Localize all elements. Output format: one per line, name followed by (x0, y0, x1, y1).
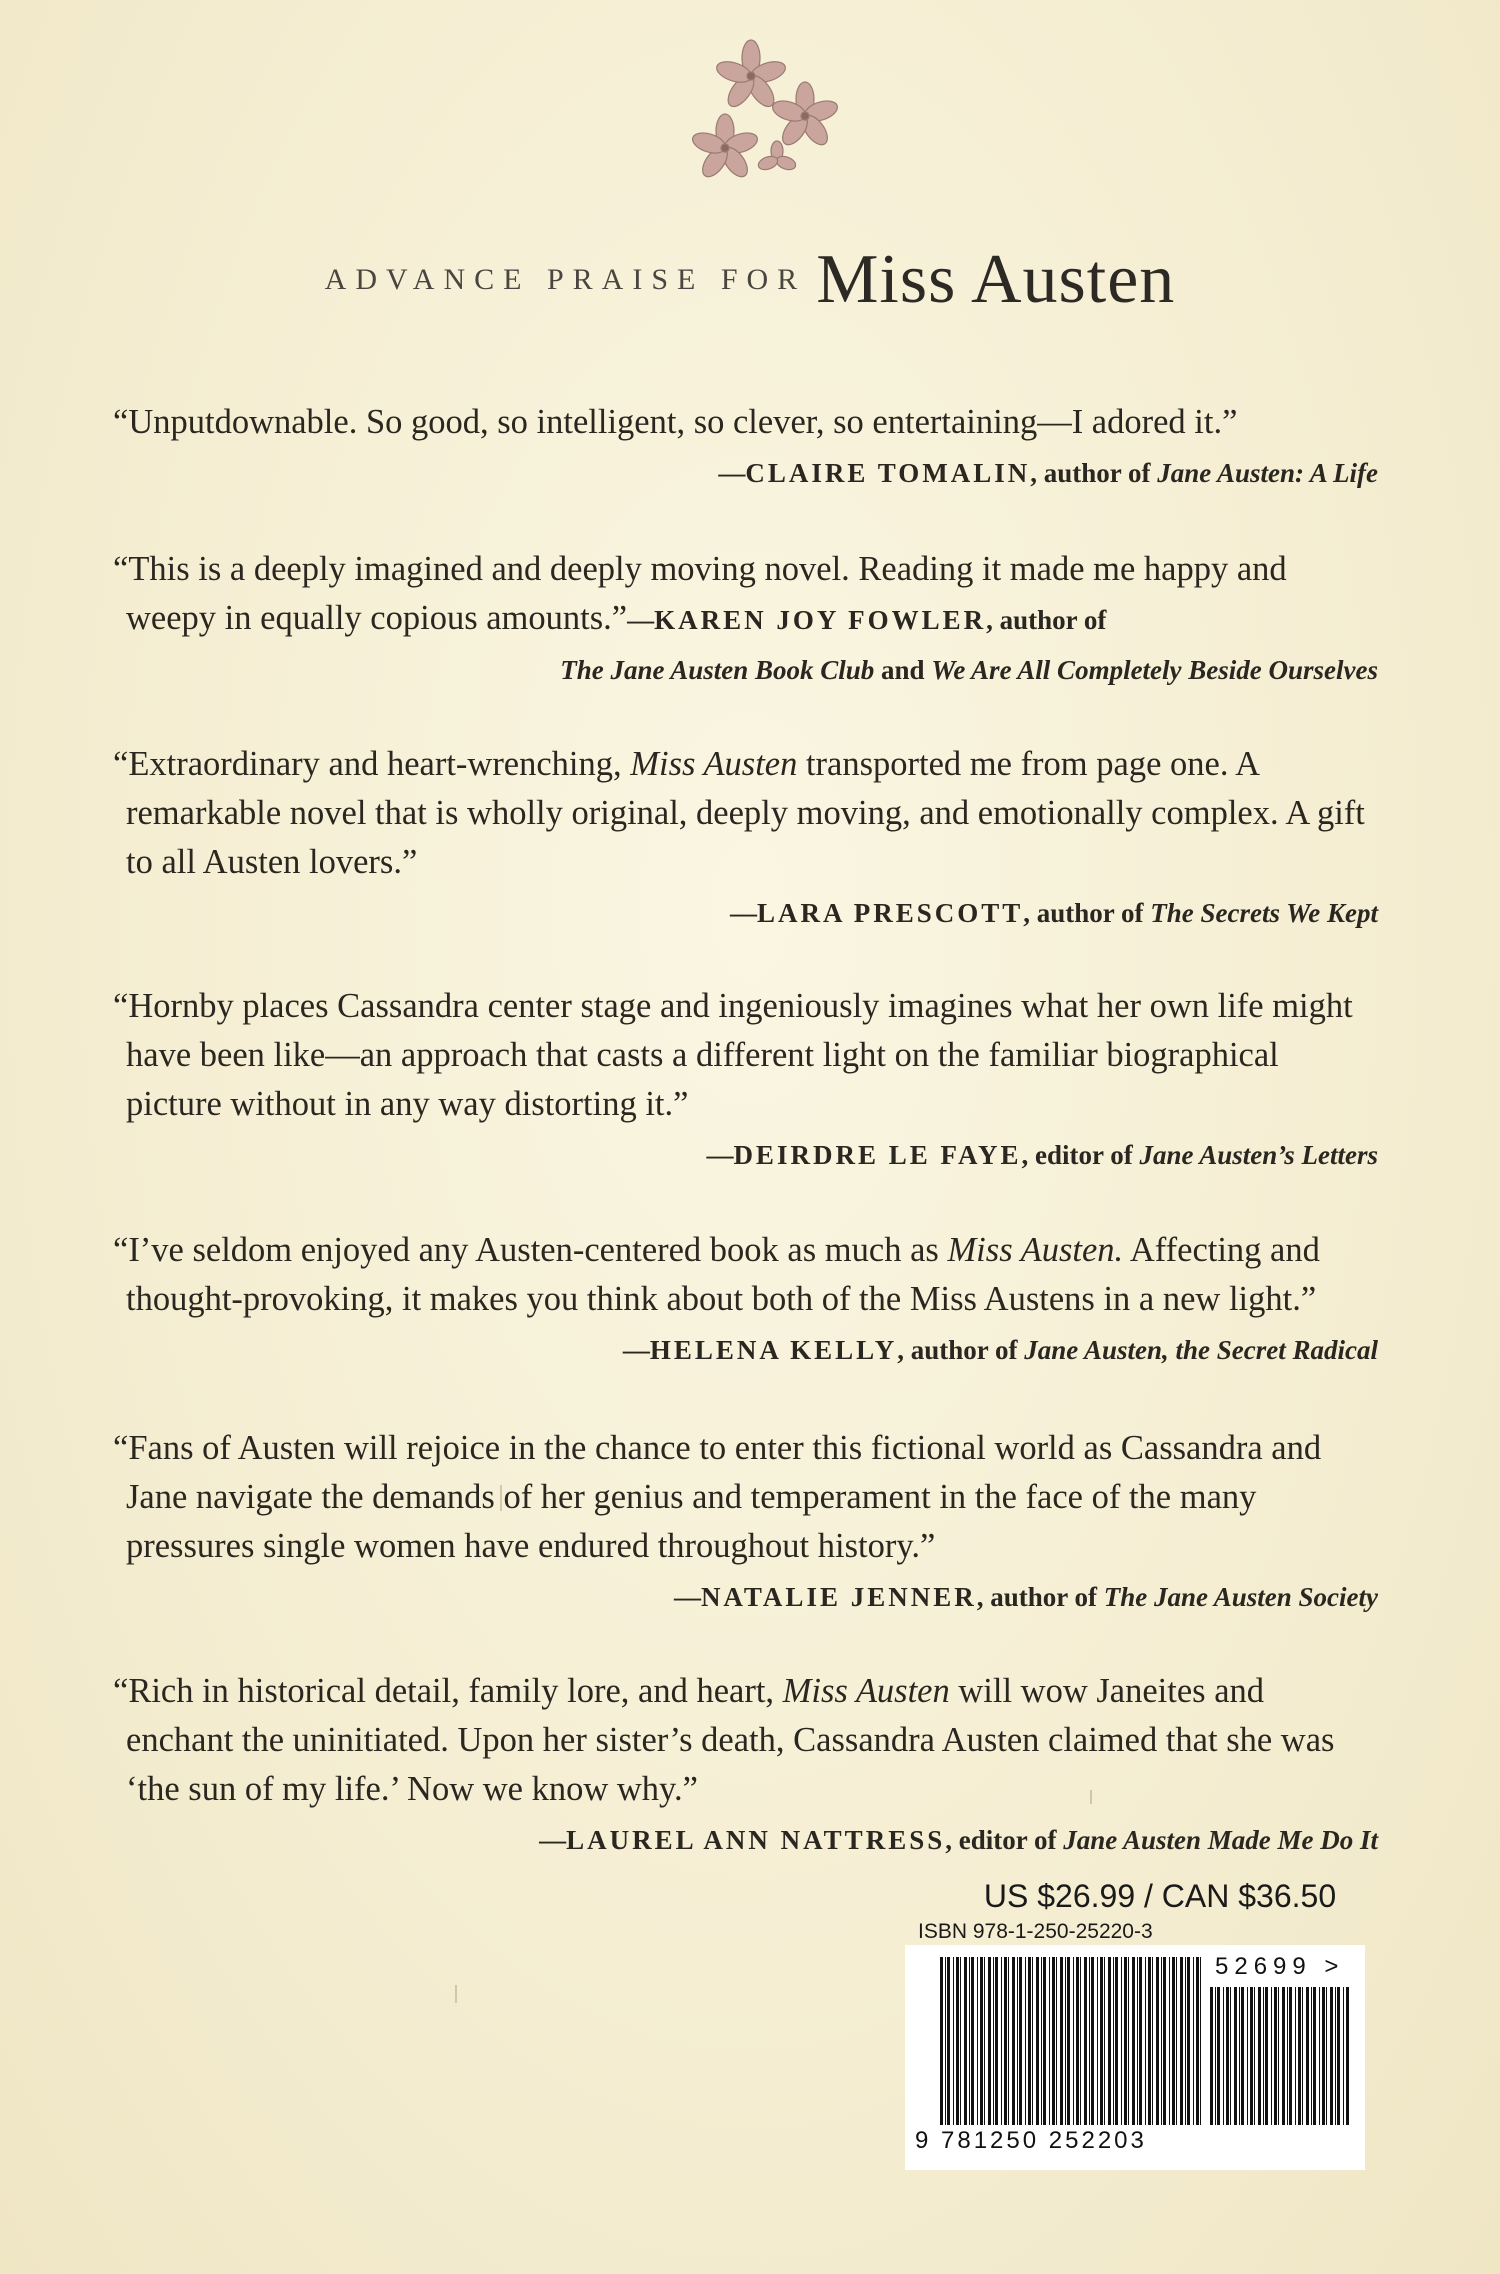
quote-attribution (113, 449, 1378, 497)
barcode-bar (1215, 1987, 1216, 2125)
quote-text (113, 545, 1378, 644)
barcode-bar (1115, 1957, 1118, 2125)
barcode-bar (1025, 1957, 1026, 2125)
barcode-bar (1322, 1987, 1325, 2125)
barcode-bar (1056, 1957, 1057, 2125)
isbn-label: ISBN 978-1-250-25220-3 (918, 1920, 1153, 1943)
attribution-work: The Jane Austen Society (1103, 1582, 1378, 1612)
attribution-dash: — (673, 1582, 701, 1612)
supplement-digits: 52699 > (1215, 1953, 1345, 1980)
praise-quote (113, 545, 1378, 694)
attribution-role: , author of (897, 1335, 1025, 1365)
quote-text: “Fans of Austen will rejoice in the chance to enter this fictional world as Cassandra and Jane navigate the demands of her genius and temperament in the face of the many pressures single women have endured throughout history.” (113, 1429, 1322, 1565)
barcode-bar (1067, 1957, 1070, 2125)
barcode-bar (1065, 1957, 1066, 2125)
attribution-work: Jane Austen: A Life (1157, 458, 1378, 488)
barcode-bar (953, 1957, 954, 2125)
lilac-flower-ornament (665, 28, 875, 203)
barcode-bar (1335, 1987, 1336, 2125)
barcode-bar (1234, 1987, 1237, 2125)
barcode-bar (1032, 1957, 1033, 2125)
barcode-bar (1298, 1987, 1301, 2125)
barcode-bar (1278, 1987, 1279, 2125)
barcode-bar (960, 1957, 961, 2125)
barcode-bar (1049, 1957, 1050, 2125)
praise-quote (113, 740, 1378, 937)
quote-text-part: “Extraordinary and heart-wrenching, (113, 745, 631, 783)
barcode-bar (1041, 1957, 1042, 2125)
quote-text-part: “Rich in historical detail, family lore, and heart, (113, 1672, 783, 1710)
barcode-bar (1100, 1957, 1103, 2125)
barcode-bar (1302, 1987, 1303, 2125)
barcode-bar (1241, 1987, 1244, 2125)
barcode-bar (940, 1957, 943, 2125)
attribution-name: NATALIE JENNER (700, 1582, 977, 1612)
price-label: US $26.99 / CAN $36.50 (983, 1878, 1337, 1914)
barcode-bar (1263, 1987, 1264, 2125)
quote-text-emphasis: Miss Austen (630, 745, 798, 783)
attribution-work: Jane Austen’s Letters (1139, 1140, 1378, 1170)
barcode-bar (980, 1957, 983, 2125)
barcode-bar (1080, 1957, 1081, 2125)
barcode-bar (1250, 1987, 1253, 2125)
barcode-bar (1001, 1957, 1002, 2125)
praise-quote (113, 1226, 1378, 1374)
quote-text-emphasis: Miss Austen (782, 1672, 950, 1710)
barcode-bar (1169, 1957, 1170, 2125)
attribution-dash: — (622, 1335, 650, 1365)
quote-attribution (113, 1131, 1378, 1179)
attribution-role: , author of (1023, 898, 1151, 928)
quote-text-emphasis: Miss Austen. (947, 1231, 1124, 1269)
barcode-bar (1028, 1957, 1031, 2125)
barcode-bar (969, 1957, 970, 2125)
barcode-bar (1287, 1987, 1288, 2125)
barcode-bar (1121, 1957, 1122, 2125)
barcode-bar (1148, 1957, 1151, 2125)
barcode-bar (1108, 1957, 1111, 2125)
barcode-bar (1008, 1957, 1009, 2125)
barcode-bar (1137, 1957, 1138, 2125)
barcode-bar (1156, 1957, 1159, 2125)
barcode-bar (1004, 1957, 1007, 2125)
paper-speck (455, 1985, 457, 2003)
barcode-bar (984, 1957, 985, 2125)
barcode-bar (1311, 1987, 1312, 2125)
advance-praise-label: ADVANCE PRAISE FOR (324, 263, 807, 296)
barcode-bar (1060, 1957, 1063, 2125)
barcode-bar (1295, 1987, 1296, 2125)
quote-text (113, 740, 1378, 887)
barcode-bar (993, 1957, 994, 2125)
barcode-bar (1161, 1957, 1162, 2125)
attribution-work: Jane Austen, the Secret Radical (1024, 1335, 1378, 1365)
barcode-bar (988, 1957, 991, 2125)
barcode-bar (1145, 1957, 1146, 2125)
quote-attribution-inline (627, 605, 1106, 635)
barcode-bar (1265, 1987, 1268, 2125)
attribution-work-2: We Are All Completely Beside Ourselves (931, 655, 1378, 685)
attribution-name: LAUREL ANN NATTRESS (566, 1825, 946, 1855)
barcode-bar (1176, 1957, 1177, 2125)
quote-text (113, 1667, 1378, 1814)
barcode-bar (1128, 1957, 1129, 2125)
barcode-bar (964, 1957, 967, 2125)
barcode-bar (1113, 1957, 1114, 2125)
attribution-role: , author of (986, 605, 1107, 635)
barcode-bar (1185, 1957, 1186, 2125)
barcode-bar (1193, 1957, 1194, 2125)
barcode-bar (1124, 1957, 1127, 2125)
quote-text-part: Affecting and thought-provoking, it makes you think about both of the Miss Austens in a new light.” (126, 1231, 1320, 1318)
barcode-bar (1271, 1987, 1272, 2125)
barcode-panel (905, 1945, 1365, 2170)
barcode-bar (1230, 1987, 1231, 2125)
barcode-bar (1343, 1987, 1344, 2125)
quote-text-part: “I’ve seldom enjoyed any Austen-centered book as much as (113, 1231, 948, 1269)
barcode-bar (1019, 1957, 1022, 2125)
barcode-bar (1084, 1957, 1087, 2125)
attribution-name: HELENA KELLY (649, 1335, 898, 1365)
barcode-bar (1036, 1957, 1039, 2125)
quote-text-part: will wow Janeites and enchant the uninitiated. Upon her sister’s death, Cassandra Austen claimed that she was ‘the sun of my life.’ Now we know why.” (126, 1672, 1335, 1808)
barcode-bar (1282, 1987, 1285, 2125)
barcode-bar (1217, 1987, 1220, 2125)
quote-attribution (113, 646, 1378, 694)
barcode-bar (1180, 1957, 1183, 2125)
barcode-bar (1313, 1987, 1316, 2125)
barcode-bar (1330, 1987, 1333, 2125)
barcode-bar (1274, 1987, 1277, 2125)
attribution-name: LARA PRESCOTT (756, 898, 1024, 928)
barcode-bar (1200, 1957, 1201, 2125)
barcode-bar (945, 1957, 946, 2125)
attribution-role: , author of (976, 1582, 1104, 1612)
attribution-conjunction: and (874, 655, 932, 685)
attribution-dash: — (718, 458, 746, 488)
barcode-bar (1239, 1987, 1240, 2125)
quote-text-body: “This is a deeply imagined and deeply moving novel. Reading it made me happy and weepy in equally copious amounts.” (113, 550, 1287, 637)
barcode-bar (1172, 1957, 1175, 2125)
attribution-dash: — (627, 605, 655, 635)
barcode-bar (1223, 1987, 1224, 2125)
attribution-role: , author of (1030, 458, 1158, 488)
attribution-dash: — (539, 1825, 567, 1855)
barcode-bar (1012, 1957, 1015, 2125)
barcode-bar (1196, 1957, 1199, 2125)
praise-quote (113, 1667, 1378, 1864)
page-heading (0, 240, 1500, 320)
attribution-name: KAREN JOY FOWLER (654, 605, 987, 635)
quote-text: “Unputdownable. So good, so intelligent, so clever, so entertaining—I adored it.” (113, 403, 1238, 441)
barcode-bar (1152, 1957, 1153, 2125)
praise-quote (113, 982, 1378, 1179)
praise-quote (113, 1424, 1378, 1621)
barcode-bar (1017, 1957, 1018, 2125)
barcode-bar (1089, 1957, 1090, 2125)
ean13-barcode (940, 1957, 1202, 2129)
barcode-bar (1326, 1987, 1327, 2125)
barcode-bar (1097, 1957, 1098, 2125)
barcode-bar (1132, 1957, 1135, 2125)
barcode-bar (1226, 1987, 1229, 2125)
barcode-bar (1043, 1957, 1046, 2125)
barcode-bar (1306, 1987, 1309, 2125)
barcode-bar (1319, 1987, 1320, 2125)
barcode-bar (1104, 1957, 1105, 2125)
quote-text: “Hornby places Cassandra center stage and ingeniously imagines what her own life might have been like—an approach that casts a different light on the familiar biographical picture without in any way distorting it.” (113, 987, 1353, 1123)
attribution-role: , editor of (1021, 1140, 1140, 1170)
barcode-bar (1052, 1957, 1055, 2125)
quote-text (113, 1226, 1378, 1324)
barcode-bar (1139, 1957, 1142, 2125)
barcode-bar (1091, 1957, 1094, 2125)
quote-text-part: transported me from page one. A remarkable novel that is wholly original, deeply moving, and emotionally complex. A gift to all Austen lovers.” (126, 745, 1365, 881)
barcode-bar (1247, 1987, 1248, 2125)
quote-attribution (113, 889, 1378, 937)
barcode-bar (977, 1957, 978, 2125)
barcode-bar (1076, 1957, 1079, 2125)
quote-attribution (113, 1816, 1378, 1864)
barcode-digits: 9 781250 252203 (915, 2127, 1147, 2154)
praise-quote (113, 398, 1378, 497)
book-title: Miss Austen (816, 241, 1176, 318)
price-supplement-barcode (1210, 1987, 1350, 2129)
attribution-work: The Jane Austen Book Club (560, 655, 875, 685)
barcode-bar (1210, 1987, 1213, 2125)
attribution-work: The Secrets We Kept (1150, 898, 1378, 928)
barcode-bar (995, 1957, 998, 2125)
barcode-bar (1254, 1987, 1255, 2125)
barcode-bar (971, 1957, 974, 2125)
quote-attribution (113, 1573, 1378, 1621)
attribution-role: , editor of (945, 1825, 1064, 1855)
barcode-bar (1258, 1987, 1261, 2125)
barcode-bar (1337, 1987, 1340, 2125)
attribution-dash: — (706, 1140, 734, 1170)
barcode-bar (1187, 1957, 1190, 2125)
attribution-work: Jane Austen Made Me Do It (1063, 1825, 1378, 1855)
quote-attribution (113, 1326, 1378, 1374)
barcode-bar (1073, 1957, 1074, 2125)
attribution-name: CLAIRE TOMALIN (745, 458, 1031, 488)
barcode-bar (1289, 1987, 1292, 2125)
attribution-name: DEIRDRE LE FAYE (733, 1140, 1022, 1170)
attribution-dash: — (729, 898, 757, 928)
barcode-bar (947, 1957, 950, 2125)
barcode-bar (1346, 1987, 1349, 2125)
barcode-bar (956, 1957, 959, 2125)
barcode-bar (1163, 1957, 1166, 2125)
